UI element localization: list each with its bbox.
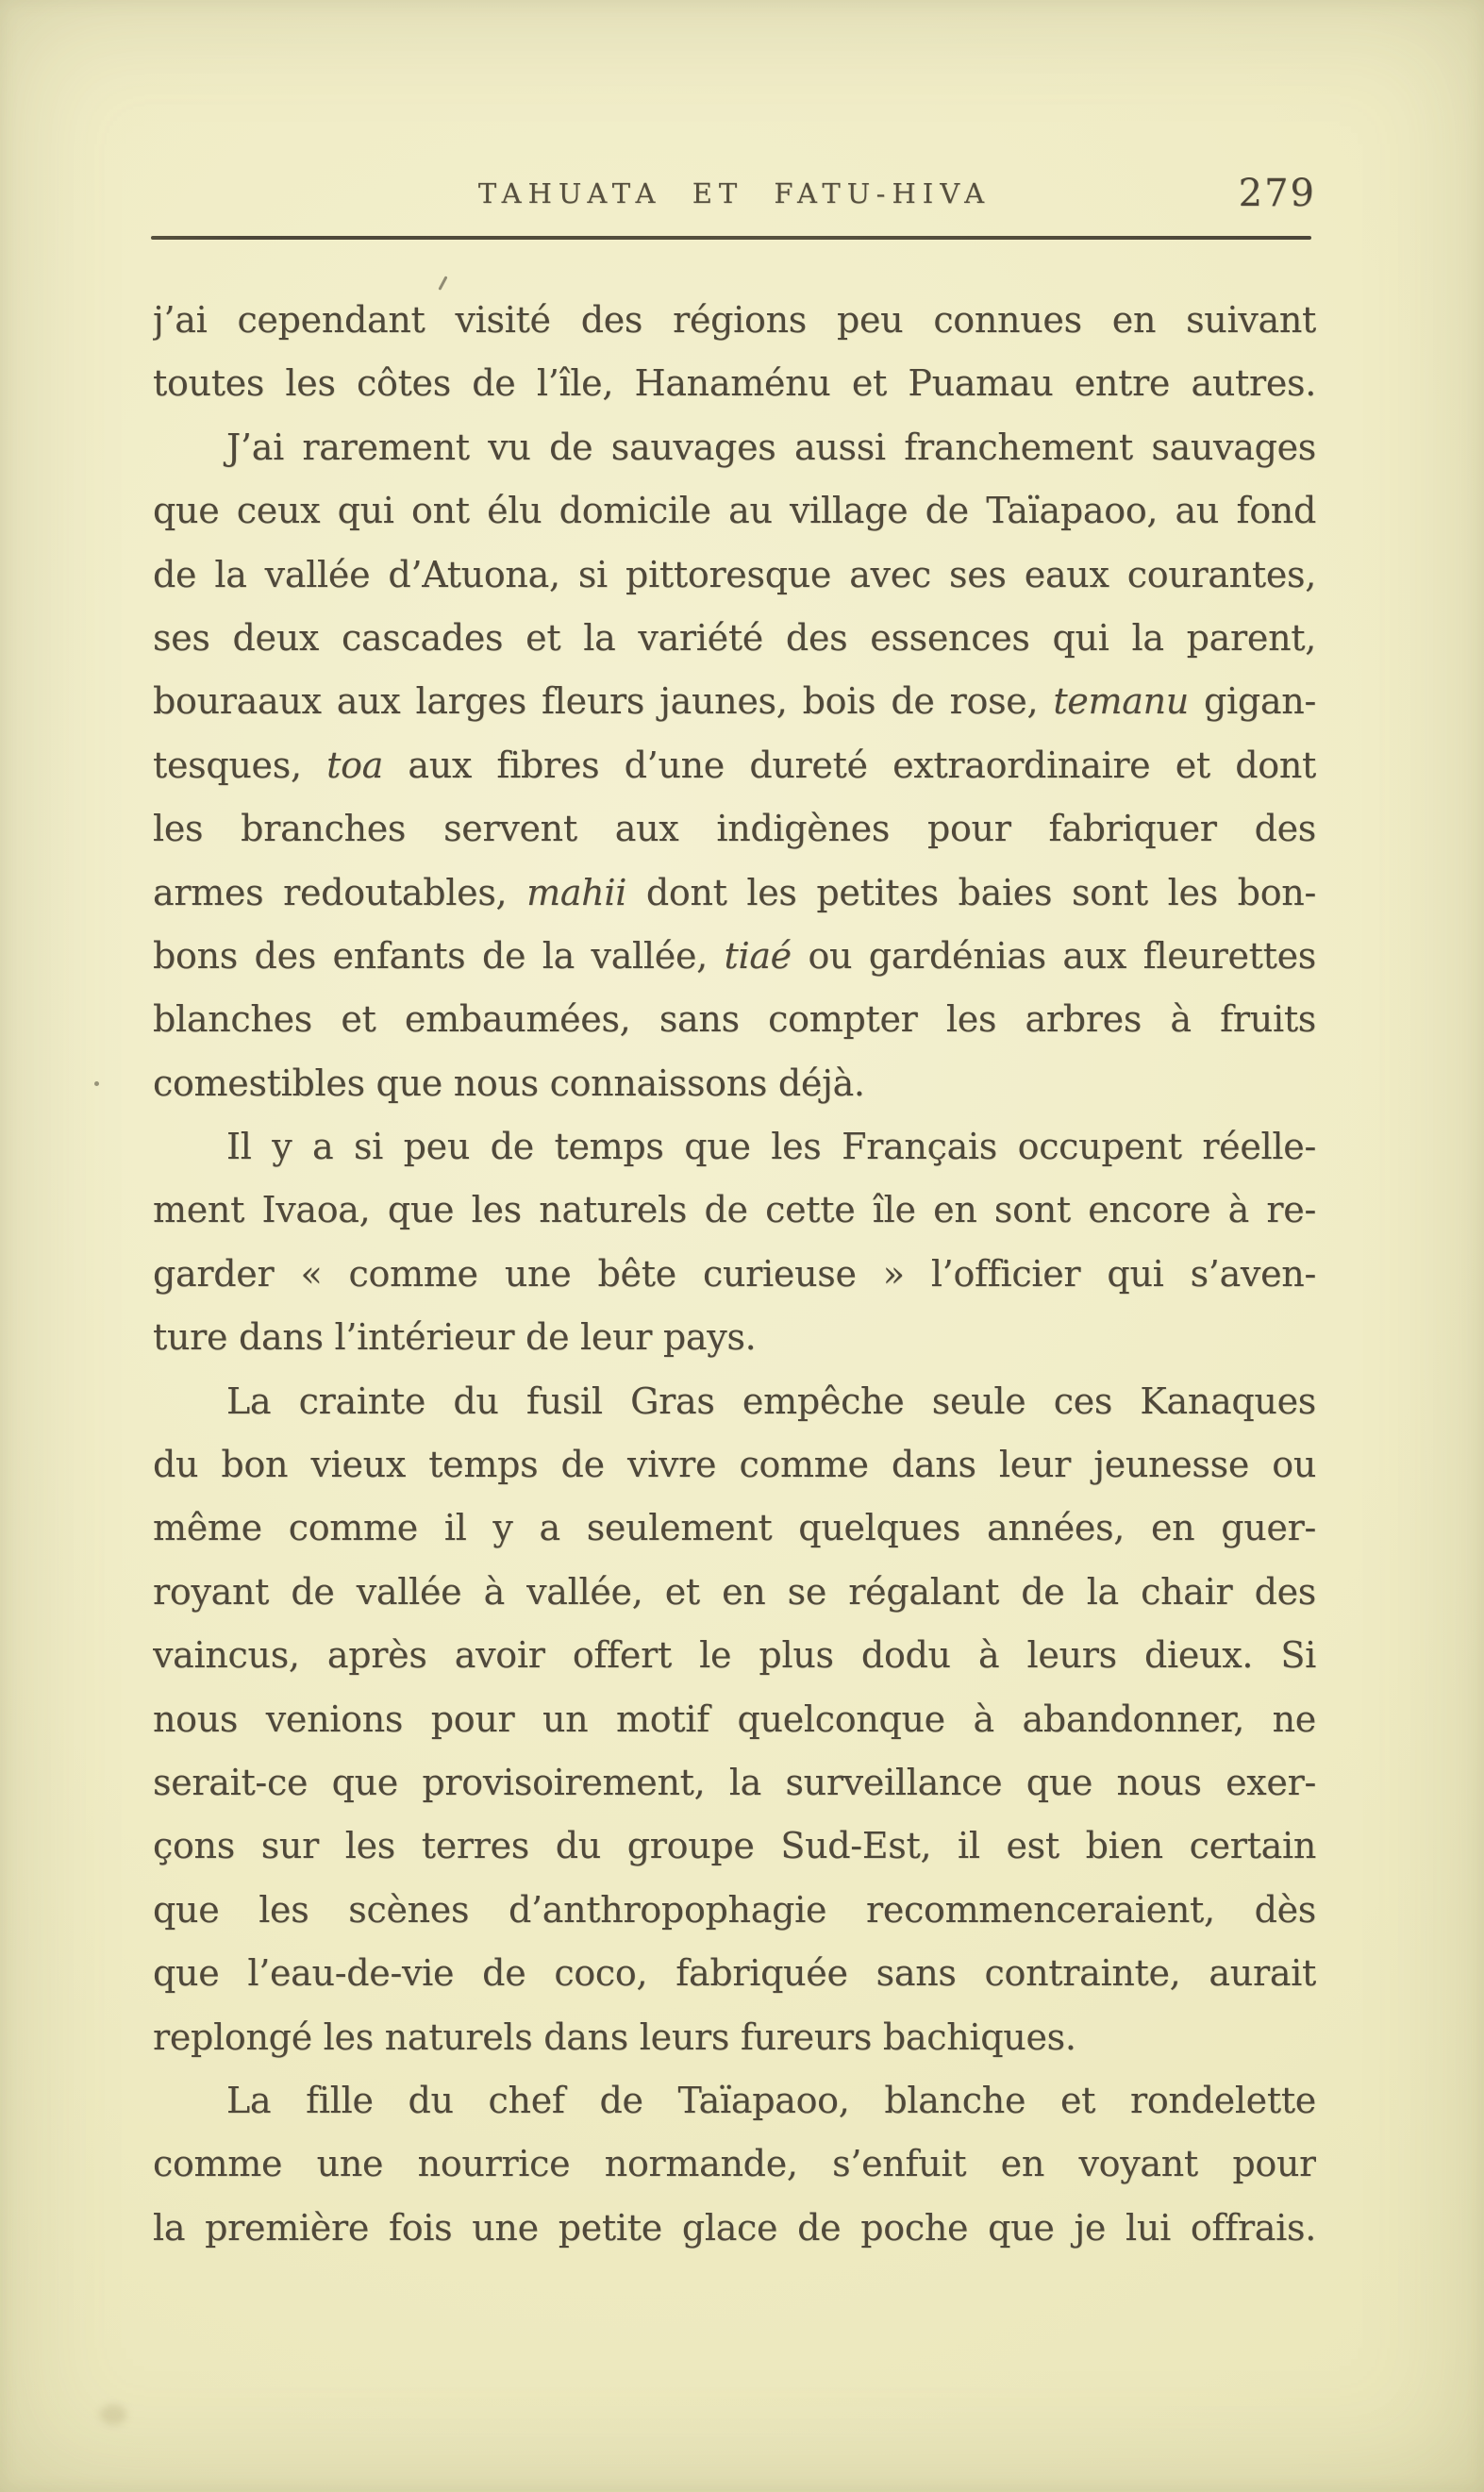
text-segment: La crainte du fusil Gras empêche seule ces Kanaques (226, 1380, 1316, 1422)
text-line (153, 416, 1316, 479)
text-segment: blanches et embaumées, sans compter les arbres à fruits (153, 998, 1316, 1041)
text-segment: ment Ivaoa, que les naturels de cette île en sont encore à re- (153, 1189, 1316, 1231)
text-segment: bouraaux aux larges fleurs jaunes, bois de rose, (153, 680, 1054, 723)
text-segment: J’ai rarement vu de sauvages aussi franchement sauvages (226, 426, 1316, 468)
text-line (153, 2132, 1316, 2196)
text-line (153, 1561, 1316, 1624)
text-line (153, 1433, 1316, 1497)
text-segment: la première fois une petite glace de poche que je lui offrais. (153, 2206, 1316, 2249)
page-number: 279 (1238, 172, 1316, 215)
text-segment: vaincus, après avoir offert le plus dodu à leurs dieux. Si (153, 1634, 1316, 1677)
text-line (153, 544, 1316, 607)
text-segment: les branches servent aux indigènes pour fabriquer des (153, 808, 1316, 850)
text-segment: aux fibres d’une dureté extraordinaire et dont (383, 744, 1316, 786)
text-line (153, 479, 1316, 543)
text-line (153, 352, 1316, 415)
text-segment: tesques, (153, 744, 327, 786)
text-segment: j’ai cependant visité des régions peu connues en suivant (153, 299, 1316, 341)
text-line (153, 1624, 1316, 1687)
text-line (153, 1688, 1316, 1751)
text-segment: ture dans l’intérieur de leur pays. (153, 1316, 757, 1359)
italic-term: toa (326, 744, 383, 786)
text-segment: çons sur les terres du groupe Sud-Est, il est bien certain (153, 1825, 1316, 1867)
text-block (153, 289, 1316, 2260)
text-segment: de la vallée d’Atuona, si pittoresque avec ses eaux courantes, (153, 553, 1316, 595)
text-segment: du bon vieux temps de vivre comme dans leur jeunesse ou (153, 1444, 1316, 1486)
text-line (153, 1497, 1316, 1560)
text-segment: comme une nourrice normande, s’enfuit en voyant pour (153, 2143, 1316, 2185)
text-segment: toutes les côtes de l’île, Hanaménu et Puamau entre autres. (153, 362, 1316, 405)
text-line (153, 1115, 1316, 1179)
text-segment: même comme il y a seulement quelques années, en guer- (153, 1507, 1316, 1549)
page-header (153, 172, 1316, 223)
scan-artifact-smudge (100, 2404, 126, 2425)
text-line (153, 1751, 1316, 1815)
text-segment: que les scènes d’anthropophagie recommenceraient, dès (153, 1888, 1316, 1931)
text-segment: serait-ce que provisoirement, la surveillance que nous exer- (153, 1761, 1316, 1803)
text-segment: royant de vallée à vallée, et en se régalant de la chair des (153, 1570, 1316, 1613)
italic-term: mahii (526, 871, 627, 913)
text-line (153, 2069, 1316, 2132)
running-head: TAHUATA ET FATU-HIVA (477, 177, 992, 209)
italic-term: tiaé (724, 934, 792, 977)
text-line (153, 289, 1316, 352)
text-line (153, 1052, 1316, 1115)
header-rule (151, 236, 1311, 240)
text-line (153, 607, 1316, 670)
text-line (153, 988, 1316, 1051)
text-line (153, 861, 1316, 925)
text-line (153, 1815, 1316, 1878)
text-segment: replongé les naturels dans leurs fureurs bachiques. (153, 2015, 1076, 2058)
text-line (153, 2197, 1316, 2260)
text-line (153, 1306, 1316, 1369)
text-segment: armes redoutables, (153, 871, 527, 913)
text-segment: dont les petites baies sont les bon- (626, 871, 1316, 913)
text-segment: que l’eau-de-vie de coco, fabriquée sans contrainte, aurait (153, 1952, 1316, 1995)
text-segment: ses deux cascades et la variété des essences qui la parent, (153, 616, 1316, 659)
text-segment: comestibles que nous connaissons déjà. (153, 1062, 865, 1104)
text-line (153, 1243, 1316, 1306)
text-line (153, 1179, 1316, 1242)
text-line (153, 1942, 1316, 2005)
text-segment: Il y a si peu de temps que les Français occupent réelle- (226, 1126, 1316, 1168)
text-line (153, 670, 1316, 733)
text-line (153, 797, 1316, 861)
text-line (153, 1879, 1316, 1942)
scan-artifact-speck (94, 1081, 99, 1086)
text-line (153, 1370, 1316, 1433)
text-segment: garder « comme une bête curieuse » l’officier qui s’aven- (153, 1252, 1316, 1295)
text-segment: que ceux qui ont élu domicile au village de Taïapaoo, au fond (153, 490, 1316, 532)
text-segment: nous venions pour un motif quelconque à abandonner, ne (153, 1698, 1316, 1740)
italic-term: temanu (1053, 680, 1189, 723)
text-segment: ou gardénias aux fleurettes (791, 934, 1316, 977)
text-segment: La fille du chef de Taïapaoo, blanche et rondelette (226, 2079, 1316, 2121)
text-line (153, 925, 1316, 988)
text-line (153, 2006, 1316, 2069)
text-segment: gigan- (1188, 680, 1316, 723)
text-segment: bons des enfants de la vallée, (153, 934, 725, 977)
text-line (153, 734, 1316, 797)
